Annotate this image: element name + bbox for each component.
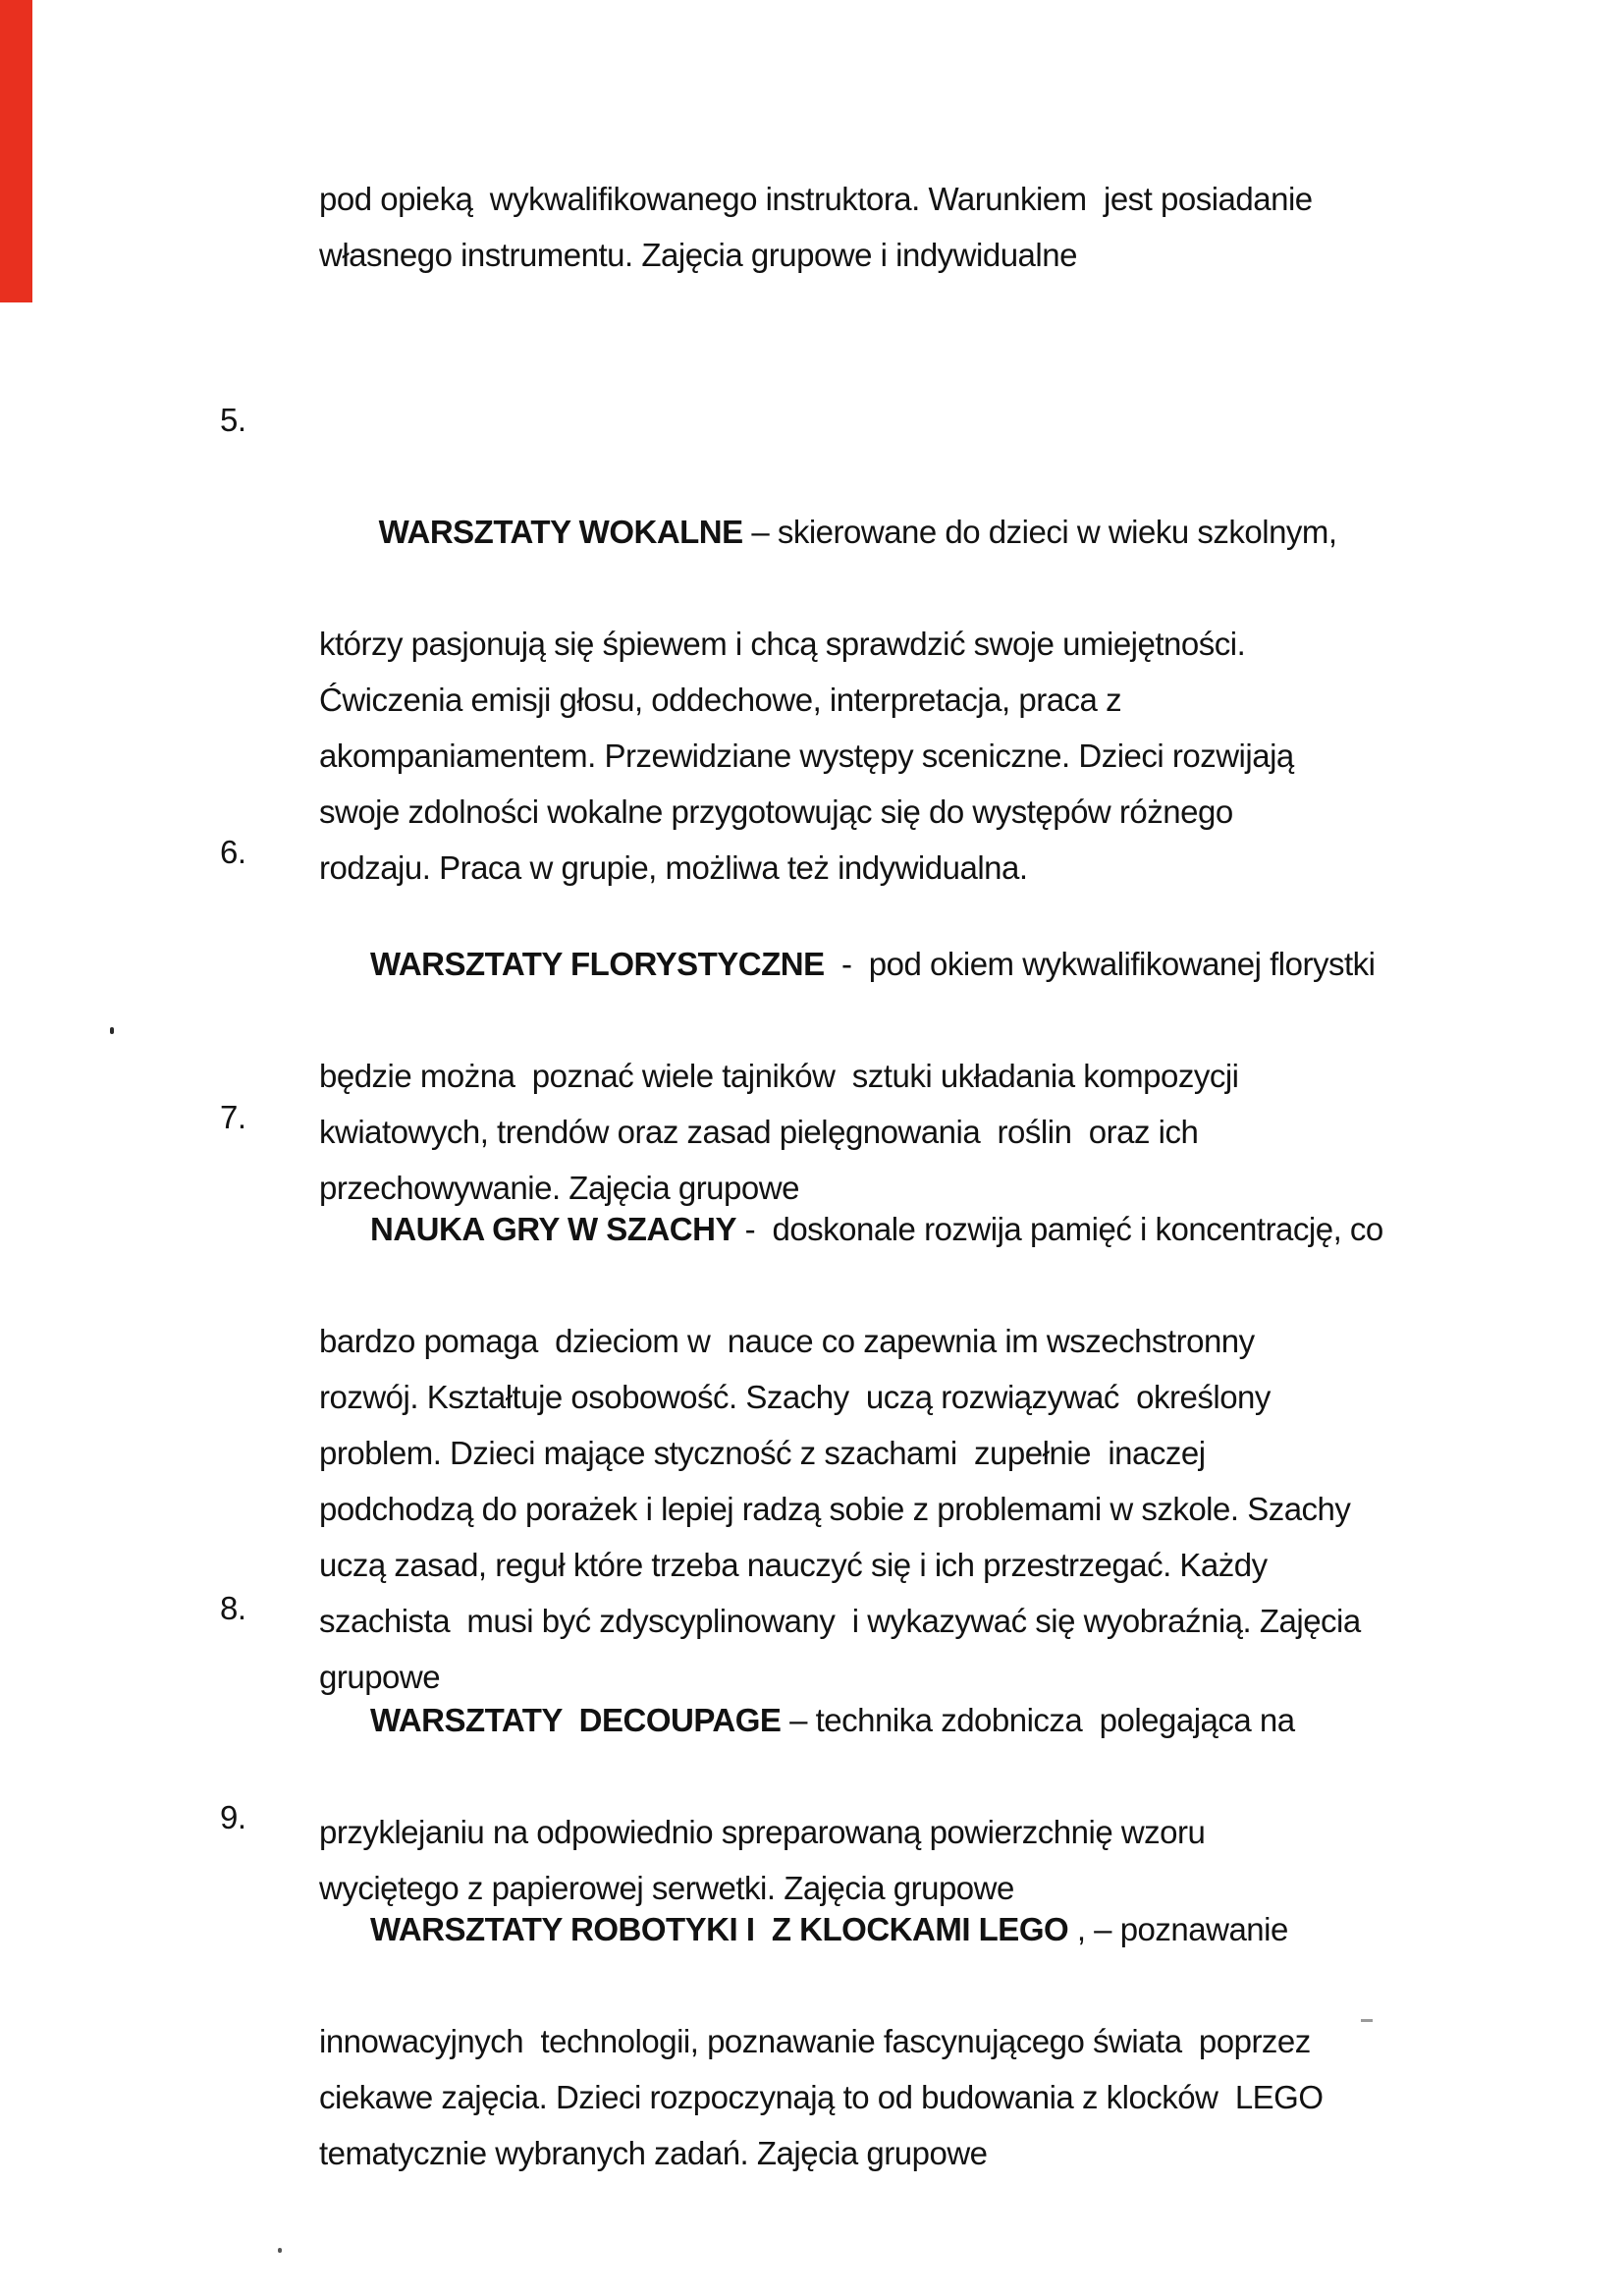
text-line: pod opieką wykwalifikowanego instruktora. Warunkiem jest posiadanie [319, 181, 1313, 217]
text-line: ciekawe zajęcia. Dzieci rozpoczynają to od budowania z klocków LEGO [319, 2079, 1324, 2115]
text-line: podchodzą do porażek i lepiej radzą sobie z problemami w szkole. Szachy [319, 1491, 1351, 1527]
item-number: 6. [220, 834, 246, 870]
text-line: innowacyjnych technologii, poznawanie fascynującego świata poprzez [319, 2023, 1311, 2059]
text-line: bardzo pomaga dzieciom w nauce co zapewnia im wszechstronny [319, 1323, 1255, 1359]
item-title-rest: - pod okiem wykwalifikowanej florystki [824, 946, 1376, 982]
item-title: WARSZTATY DECOUPAGE [370, 1702, 782, 1738]
scan-speck [278, 2248, 282, 2253]
text-line: przechowywanie. Zajęcia grupowe [319, 1170, 799, 1206]
text-line: akompaniamentem. Przewidziane występy sceniczne. Dzieci rozwijają [319, 738, 1294, 774]
text-line: grupowe [319, 1659, 441, 1695]
item-number: 5. [220, 402, 246, 438]
text-line: własnego instrumentu. Zajęcia grupowe i indywidualne [319, 237, 1077, 273]
item-title-rest: – technika zdobnicza polegająca na [781, 1702, 1295, 1738]
intro-paragraph [319, 171, 1497, 283]
text-line: problem. Dzieci mające styczność z szachami zupełnie inaczej [319, 1435, 1206, 1471]
text-line: szachista musi być zdyscyplinowany i wykazywać się wyobraźnią. Zajęcia [319, 1603, 1361, 1639]
item-number: 9. [220, 1799, 246, 1835]
list-item-9 [220, 1789, 1497, 2181]
item-title: WARSZTATY FLORYSTYCZNE [370, 946, 825, 982]
text-line: tematycznie wybranych zadań. Zajęcia grupowe [319, 2135, 988, 2171]
item-title: WARSZTATY WOKALNE [370, 514, 743, 550]
scan-speck [110, 1027, 114, 1034]
text-line: którzy pasjonują się śpiewem i chcą sprawdzić swoje umiejętności. [319, 626, 1246, 662]
text-line: przyklejaniu na odpowiednio spreparowaną powierzchnię wzoru [319, 1814, 1206, 1850]
item-number: 7. [220, 1099, 246, 1135]
item-title-rest: – skierowane do dzieci w wieku szkolnym, [742, 514, 1337, 550]
text-line: swoje zdolności wokalne przygotowując się do występów różnego [319, 793, 1233, 830]
text-line: wyciętego z papierowej serwetki. Zajęcia grupowe [319, 1870, 1014, 1906]
text-line: uczą zasad, reguł które trzeba nauczyć się i ich przestrzegać. Każdy [319, 1547, 1268, 1583]
text-line: Ćwiczenia emisji głosu, oddechowe, interpretacja, praca z [319, 682, 1122, 718]
item-title: WARSZTATY ROBOTYKI I Z KLOCKAMI LEGO [370, 1911, 1069, 1947]
item-number: 8. [220, 1590, 246, 1626]
scan-speck [1361, 2019, 1373, 2022]
list-item-5 [220, 392, 1497, 896]
scan-artifact-red-strip [0, 0, 32, 302]
text-line: kwiatowych, trendów oraz zasad pielęgnowania roślin oraz ich [319, 1114, 1199, 1150]
item-title-rest: - doskonale rozwija pamięć i koncentrację, co [735, 1211, 1383, 1247]
item-title: NAUKA GRY W SZACHY [370, 1211, 736, 1247]
text-line: rozwój. Kształtuje osobowość. Szachy uczą rozwiązywać określony [319, 1379, 1271, 1415]
text-line: rodzaju. Praca w grupie, możliwa też indywidualna. [319, 849, 1028, 886]
item-title-rest: , – poznawanie [1068, 1911, 1288, 1947]
text-line: będzie można poznać wiele tajników sztuki układania kompozycji [319, 1058, 1239, 1094]
